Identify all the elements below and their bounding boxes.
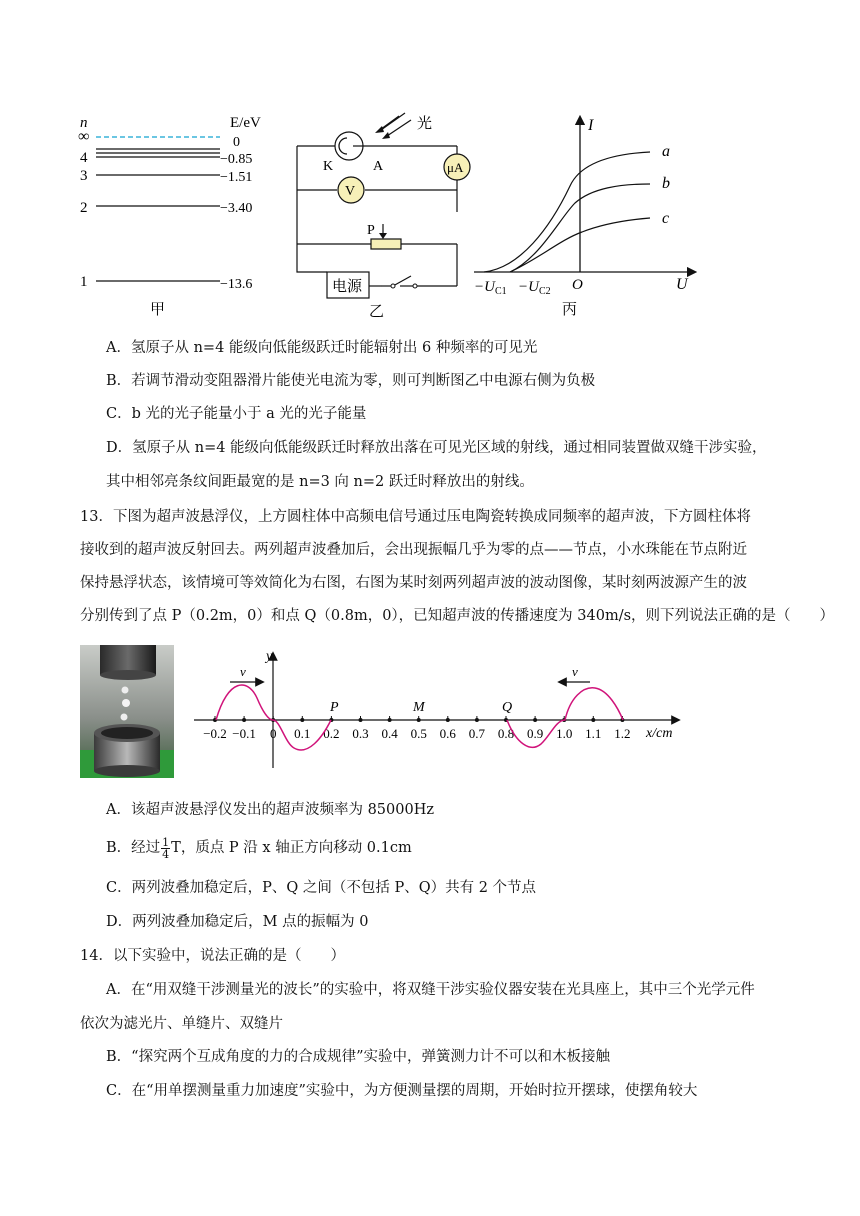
q12-option-a: A．氢原子从 n=4 能级向低能级跃迁时能辐射出 6 种频率的可见光: [106, 340, 538, 356]
q14-option-b: B．“探究两个互成角度的力的合成规律”实验中，弹簧测力计不可以和木板接触: [106, 1049, 610, 1065]
q13-option-a: A．该超声波悬浮仪发出的超声波频率为 85000Hz: [106, 802, 434, 818]
iu-curve-diagram: [470, 108, 700, 323]
x-tick-label: −0.1: [232, 726, 256, 741]
fraction-numerator: 1: [162, 835, 170, 849]
svg-text:−UC1: [474, 279, 507, 297]
x-tick-label: 1.0: [556, 726, 573, 741]
quarter-fraction: [161, 837, 170, 860]
x-tick-label: 0.5: [410, 726, 427, 741]
energy-axis-label: E/eV: [230, 115, 261, 131]
x-tick-label: 0: [269, 726, 277, 741]
x-tick-label: −0.2: [203, 726, 227, 741]
x-tick-dot: [446, 718, 450, 722]
x-tick-dot: [242, 718, 246, 722]
x-tick-label: 0.3: [352, 726, 369, 741]
levitator-photo: [80, 645, 174, 778]
level-3-label: 3: [80, 168, 88, 184]
voltage-axis-label: U: [676, 276, 688, 293]
x-tick-label: 0.6: [439, 726, 456, 741]
x-tick-dot: [359, 718, 363, 722]
curve-c-label: c: [662, 210, 670, 227]
x-tick-dot: [417, 718, 421, 722]
q13-option-c: C．两列波叠加稳定后，P、Q 之间（不包括 P、Q）共有 2 个节点: [106, 880, 537, 896]
photoelectric-circuit-diagram: [285, 108, 475, 323]
q13-stem-line2: 接收到的超声波反射回去。两列超声波叠加后，会出现振幅几乎为零的点——节点，小水珠能在节点附近: [80, 542, 747, 558]
x-tick-label: 0.9: [526, 726, 544, 741]
q12-option-d-line2: 其中相邻亮条纹间距最宽的是 n=3 向 n=2 跃迁时释放出的射线。: [106, 474, 534, 490]
q13-stem-line3: 保持悬浮状态，该情境可等效简化为右图，右图为某时刻两列超声波的波动图像，某时刻两波源产生的波: [80, 575, 747, 591]
anode-label: A: [373, 159, 384, 174]
point-m-label: M: [413, 700, 425, 715]
figure-jia-caption: 甲: [150, 302, 166, 318]
q12-option-d-line1: D．氢原子从 n=4 能级向低能级跃迁时释放出落在可见光区域的射线，通过相同装置做双缝干涉实验，: [106, 440, 767, 456]
q13-option-b: [106, 834, 412, 862]
level-inf-label: ∞: [78, 128, 90, 145]
svg-text:−UC2: [518, 279, 551, 297]
level-inf-energy: 0: [233, 135, 240, 150]
x-tick-label: 1.1: [585, 726, 602, 741]
curve-b-label: b: [662, 175, 670, 192]
uc2-label: −U: [518, 279, 539, 295]
curve-a-label: a: [662, 143, 670, 160]
level-4-label: 4: [80, 150, 88, 166]
x-tick-label: 0.1: [294, 726, 311, 741]
x-tick-label: 1.2: [614, 726, 631, 741]
x-tick-label: 0.4: [381, 726, 398, 741]
wave-graph: [190, 648, 690, 773]
x-axis-label: x/cm: [646, 726, 673, 741]
cathode-label: K: [323, 159, 334, 174]
current-axis-label: I: [588, 117, 594, 134]
voltmeter-label: V: [345, 184, 356, 199]
fraction-denominator: 4: [162, 847, 170, 861]
x-tick-label: 0.2: [323, 726, 340, 741]
uc1-subscript: C1: [494, 286, 507, 297]
power-source-label: 电源: [332, 279, 363, 295]
origin-label: O: [572, 277, 583, 293]
left-velocity-label: v: [240, 664, 246, 679]
q12-option-c: C．b 光的光子能量小于 a 光的光子能量: [106, 406, 367, 422]
uc1-label: −U: [474, 279, 495, 295]
level-3-energy: −1.51: [220, 170, 253, 185]
figure-bing-caption: 丙: [562, 302, 578, 318]
slider-label: P: [367, 223, 375, 238]
q14-option-a-line2: 依次为滤光片、单缝片、双缝片: [80, 1016, 283, 1032]
q14-option-c: C．在“用单摆测量重力加速度”实验中，为方便测量摆的周期，开始时拉开摆球，使摆角较大: [106, 1083, 698, 1099]
level-1-label: 1: [80, 274, 88, 290]
level-2-energy: −3.40: [220, 201, 253, 216]
q14-option-a-line1: A．在“用双缝干涉测量光的波长”的实验中，将双缝干涉实验仪器安装在光具座上，其中三个光学元件: [106, 982, 755, 998]
point-q-label: Q: [502, 700, 513, 715]
microammeter-label: μA: [447, 160, 464, 175]
x-tick-label: 0.8: [497, 726, 515, 741]
q14-stem: 14．以下实验中，说法正确的是（ ）: [80, 948, 345, 964]
uc2-subscript: C2: [538, 286, 551, 297]
q12-option-b: B．若调节滑动变阻器滑片能使光电流为零，则可判断图乙中电源右侧为负极: [106, 373, 596, 389]
q13-option-d: D．两列波叠加稳定后，M 点的振幅为 0: [106, 914, 369, 930]
q13-option-b-prefix: B．经过: [106, 840, 161, 856]
q13-stem-line1: 13．下图为超声波悬浮仪，上方圆柱体中高频电信号通过压电陶瓷转换成同频率的超声波，下方圆柱体将: [80, 509, 751, 525]
q13-stem-line4: 分别传到了点 P（0.2m，0）和点 Q（0.8m，0），已知超声波的传播速度为 340m/s，则下列说法正确的是（ ）: [80, 608, 835, 624]
point-p-label: P: [330, 700, 339, 715]
figure-yi-caption: 乙: [369, 304, 385, 320]
y-axis-label: y: [266, 649, 273, 664]
x-tick-dot: [388, 718, 392, 722]
q13-option-b-suffix: T，质点 P 沿 x 轴正方向移动 0.1cm: [171, 840, 412, 856]
x-tick-dot: [591, 718, 595, 722]
level-1-energy: −13.6: [220, 277, 253, 292]
x-tick-label: 0.7: [468, 726, 486, 741]
x-tick-dot: [300, 718, 304, 722]
level-2-label: 2: [80, 200, 88, 216]
n-axis-label: n: [80, 115, 88, 131]
energy-level-diagram: [70, 108, 285, 323]
light-label: 光: [417, 116, 433, 132]
level-4-energy: −0.85: [220, 152, 253, 167]
x-tick-dot: [533, 718, 537, 722]
x-tick-dot: [475, 718, 479, 722]
right-velocity-label: v: [572, 664, 578, 679]
